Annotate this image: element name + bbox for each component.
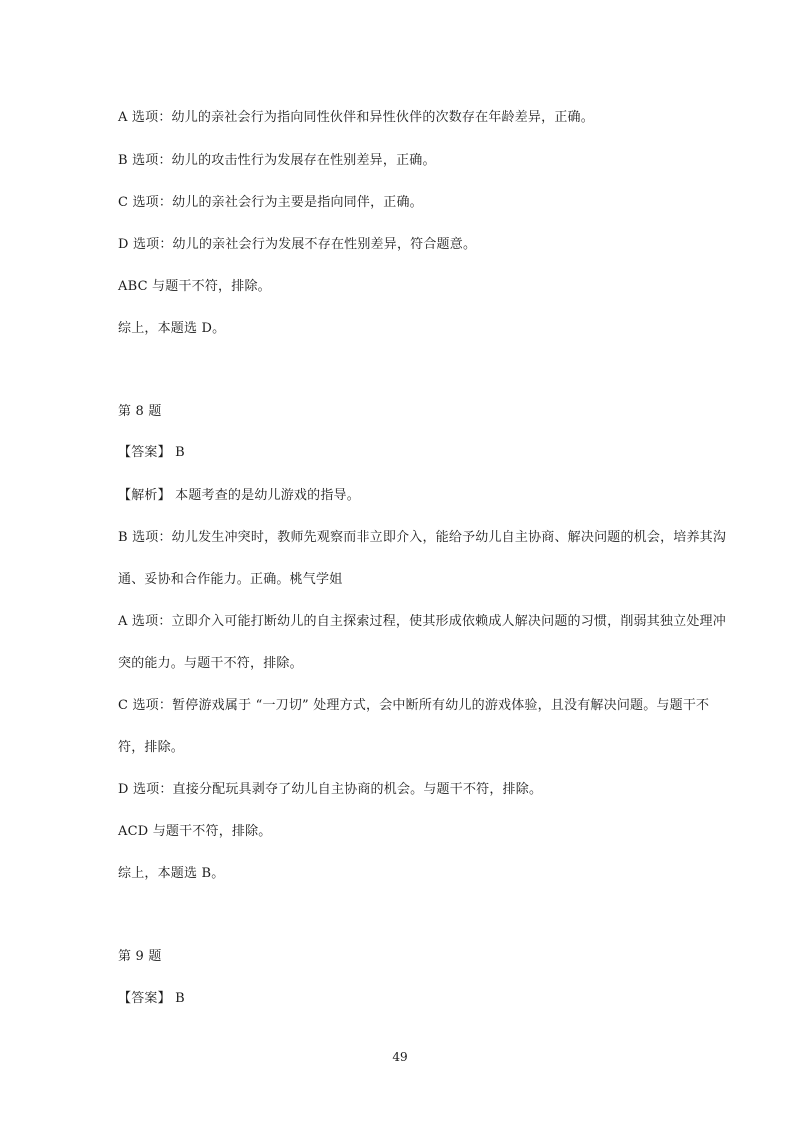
option-b-analysis-q7: B 选项：幼儿的攻击性行为发展存在性别差异，正确。 [118, 153, 436, 168]
option-d-analysis-q8: D 选项：直接分配玩具剥夺了幼儿自主协商的机会。与题干不符，排除。 [118, 782, 543, 797]
option-a-analysis-q7: A 选项：幼儿的亲社会行为指向同性伙伴和异性伙伴的次数存在年龄差异，正确。 [118, 110, 594, 125]
explanation-heading-q8: 【解析】 本题考查的是幼儿游戏的指导。 [118, 488, 360, 503]
option-b-analysis-q8-line1: B 选项：幼儿发生冲突时，教师先观察而非立即介入，能给予幼儿自主协商、解决问题的机会，培养其沟 [118, 530, 727, 545]
option-c-analysis-q8-line1: C 选项：暂停游戏属于 “一刀切” 处理方式，会中断所有幼儿的游戏体验，且没有解决问题。与题干不 [118, 698, 710, 713]
page-number: 49 [392, 1050, 408, 1064]
answer-line-q8: 【答案】 B [118, 445, 185, 460]
exclusion-line-q8: ACD 与题干不符，排除。 [118, 824, 272, 839]
exclusion-line-q7: ABC 与题干不符，排除。 [118, 279, 271, 294]
conclusion-q7: 综上，本题选 D。 [118, 321, 226, 336]
option-c-analysis-q8-line2: 符，排除。 [118, 740, 185, 755]
option-c-analysis-q7: C 选项：幼儿的亲社会行为主要是指向同伴，正确。 [118, 195, 423, 210]
option-a-analysis-q8-line1: A 选项：立即介入可能打断幼儿的自主探索过程，使其形成依赖成人解决问题的习惯，削弱其独立处理冲 [118, 614, 726, 629]
option-b-analysis-q8-line2: 通、妥协和合作能力。正确。桃气学姐 [118, 572, 343, 587]
question-heading-9: 第 9 题 [118, 949, 162, 964]
question-heading-8: 第 8 题 [118, 404, 162, 419]
answer-line-q9: 【答案】 B [118, 991, 185, 1006]
conclusion-q8: 综上，本题选 B。 [118, 866, 225, 881]
option-d-analysis-q7: D 选项：幼儿的亲社会行为发展不存在性别差异，符合题意。 [118, 237, 477, 252]
option-a-analysis-q8-line2: 突的能力。与题干不符，排除。 [118, 656, 303, 671]
